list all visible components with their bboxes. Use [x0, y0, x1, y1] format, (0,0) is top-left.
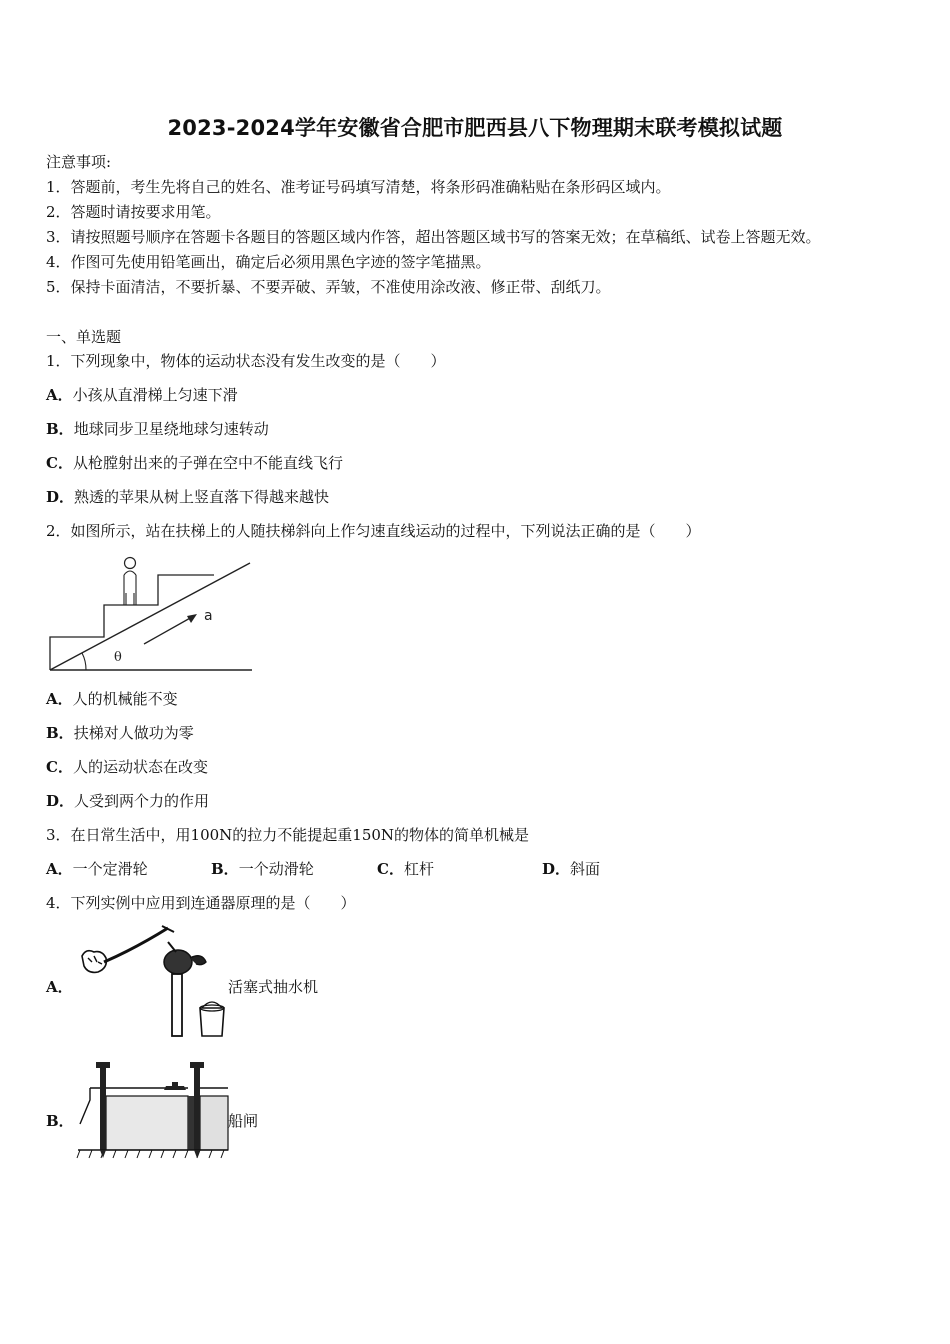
- option-d: D．熟透的苹果从树上竖直落下得越来越快: [46, 488, 330, 506]
- notice-item: 4．作图可先使用铅笔画出，确定后必须用黑色字迹的签字笔描黑。: [46, 253, 491, 271]
- accel-label: a: [204, 608, 213, 624]
- option-a: A．一个定滑轮: [46, 860, 148, 878]
- option-b-label: B．: [46, 1112, 74, 1130]
- notice-item: 3．请按照题号顺序在答题卡各题目的答题区域内作答，超出答题区域书写的答案无效；在草稿纸、试卷上答题无效。: [46, 228, 821, 246]
- question-stem: 2．如图所示，站在扶梯上的人随扶梯斜向上作匀速直线运动的过程中，下列说法正确的是（ ）: [46, 522, 701, 540]
- option-d: D．人受到两个力的作用: [46, 792, 210, 810]
- option-d: D．斜面: [542, 860, 601, 878]
- escalator-figure: [46, 553, 256, 675]
- notice-item: 5．保持卡面清洁，不要折暴、不要弄破、弄皱，不准使用涂改液、修正带、刮纸刀。: [46, 278, 611, 296]
- option-c: C．杠杆: [377, 860, 434, 878]
- option-a: A．人的机械能不变: [46, 690, 178, 708]
- option-b: B．一个动滑轮: [211, 860, 314, 878]
- question-stem: 4．下列实例中应用到连通器原理的是（ ）: [46, 894, 356, 912]
- option-b-text: 船闸: [228, 1112, 259, 1130]
- option-b: B．地球同步卫星绕地球匀速转动: [46, 420, 269, 438]
- option-b: B．扶梯对人做功为零: [46, 724, 194, 742]
- notice-item: 2．答题时请按要求用笔。: [46, 203, 221, 221]
- section-heading: 一、单选题: [46, 328, 122, 346]
- option-a: A．小孩从直滑梯上匀速下滑: [46, 386, 238, 404]
- notice-heading: 注意事项:: [46, 153, 112, 171]
- ship-lock-figure: [76, 1056, 230, 1168]
- option-a-label: A．: [46, 978, 73, 996]
- notice-item: 1．答题前，考生先将自己的姓名、准考证号码填写清楚，将条形码准确粘贴在条形码区域内。: [46, 178, 671, 196]
- option-c: C．从枪膛射出来的子弹在空中不能直线飞行: [46, 454, 343, 472]
- question-stem: 1．下列现象中，物体的运动状态没有发生改变的是（ ）: [46, 352, 446, 370]
- option-a-text: 活塞式抽水机: [228, 978, 319, 996]
- angle-label: θ: [114, 650, 122, 665]
- question-stem: 3．在日常生活中，用100N的拉力不能提起重150N的物体的简单机械是: [46, 826, 530, 844]
- option-c: C．人的运动状态在改变: [46, 758, 208, 776]
- page-title: 2023-2024学年安徽省合肥市肥西县八下物理期末联考模拟试题: [167, 116, 783, 140]
- piston-pump-figure: [76, 922, 226, 1040]
